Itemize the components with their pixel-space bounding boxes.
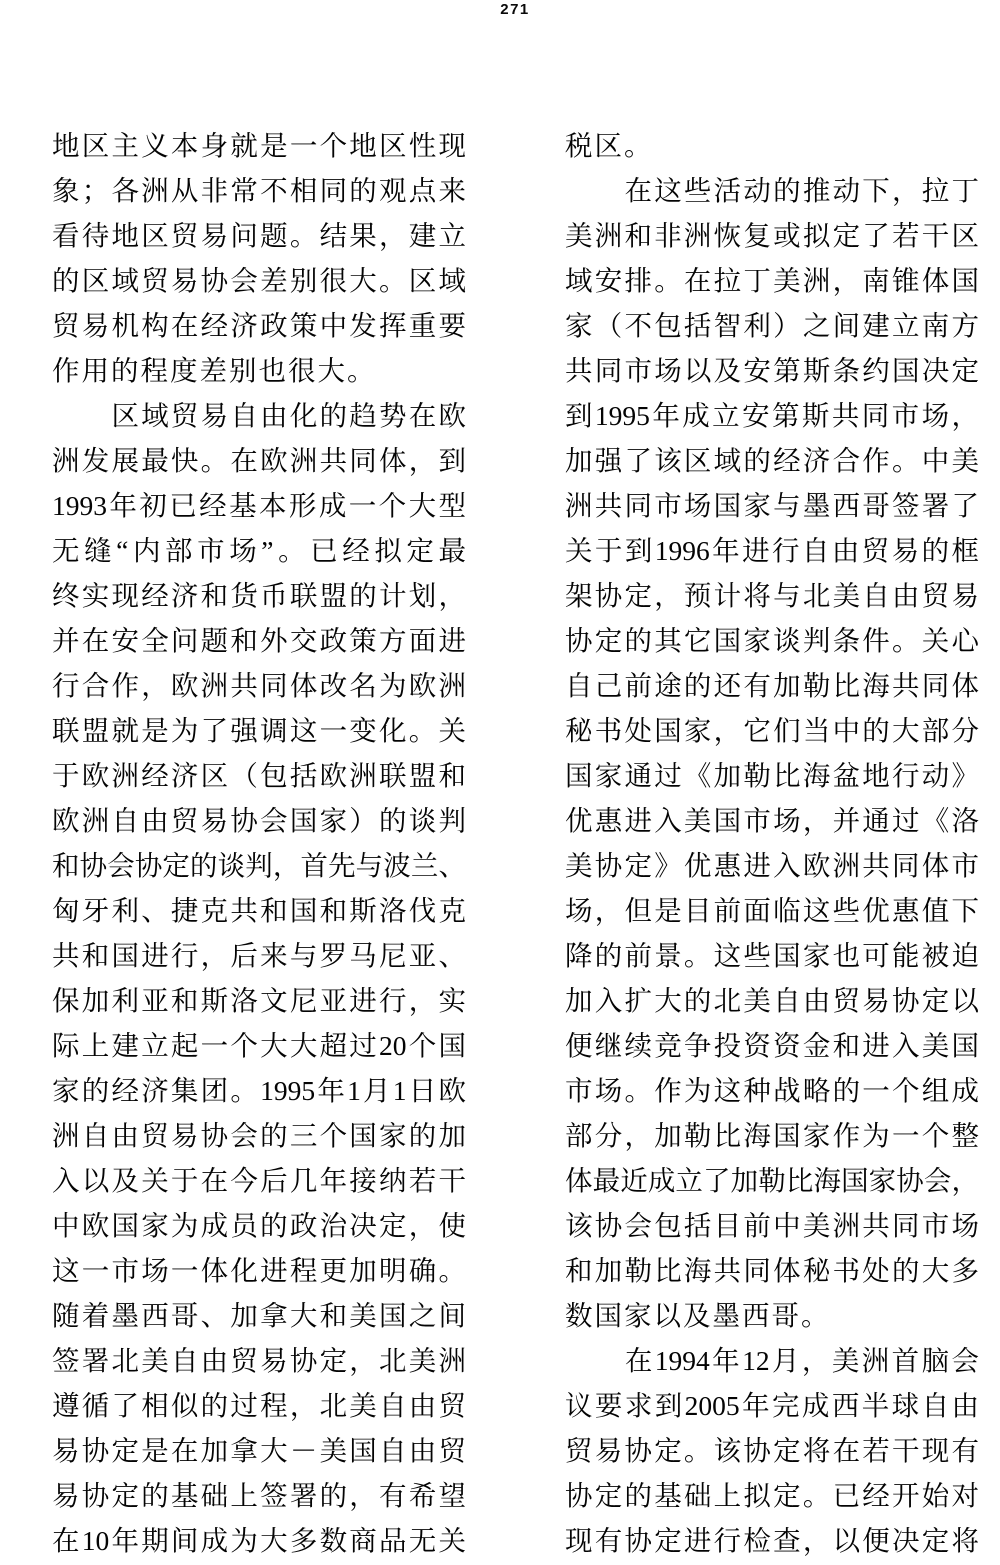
- text-line: 入以及关于在今后几年接纳若干: [52, 1165, 466, 1196]
- text-line: 际上建立起一个大大超过20个国: [52, 1030, 466, 1061]
- text-line: 加入扩大的北美自由贸易协定以: [565, 985, 979, 1016]
- text-line: 这一市场一体化进程更加明确。: [52, 1255, 466, 1286]
- text-line: 看待地区贸易问题。结果，建立: [52, 220, 466, 251]
- text-line: 议要求到2005年完成西半球自由: [565, 1390, 979, 1421]
- text-line: 自己前途的还有加勒比海共同体: [565, 670, 979, 701]
- text-line: 降的前景。这些国家也可能被迫: [565, 940, 979, 971]
- text-line: 美协定》优惠进入欧洲共同体市: [565, 850, 979, 881]
- page-number: 271: [500, 1, 530, 18]
- text-line: 部分，加勒比海国家作为一个整: [565, 1120, 979, 1151]
- text-line: 税区。: [565, 130, 654, 161]
- text-line: 共同市场以及安第斯条约国决定: [565, 355, 979, 386]
- text-line: 象；各洲从非常不相同的观点来: [52, 175, 466, 206]
- text-line: 地区主义本身就是一个地区性现: [52, 130, 466, 161]
- text-line: 并在安全问题和外交政策方面进: [52, 625, 466, 656]
- text-line: 匈牙利、捷克共和国和斯洛伐克: [52, 895, 466, 926]
- text-line: 贸易机构在经济政策中发挥重要: [52, 310, 466, 341]
- text-line: 架协定，预计将与北美自由贸易: [565, 580, 979, 611]
- text-line: 易协定是在加拿大－美国自由贸: [52, 1435, 466, 1466]
- text-line: 域安排。在拉丁美洲，南锥体国: [565, 265, 979, 296]
- text-line: 协定的其它国家谈判条件。关心: [565, 625, 979, 656]
- text-line: 协定的基础上拟定。已经开始对: [565, 1480, 979, 1511]
- text-line: 于欧洲经济区（包括欧洲联盟和: [52, 760, 466, 791]
- text-line: 市场。作为这种战略的一个组成: [565, 1075, 979, 1106]
- text-line: 中欧国家为成员的政治决定，使: [52, 1210, 466, 1241]
- text-line: 签署北美自由贸易协定，北美洲: [52, 1345, 466, 1376]
- text-line: 欧洲自由贸易协会国家）的谈判: [52, 805, 466, 836]
- text-line: 和加勒比海共同体秘书处的大多: [565, 1255, 979, 1286]
- text-line: 在1994年12月，美洲首脑会: [565, 1345, 979, 1376]
- text-line: 无缝“内部市场”。已经拟定最: [52, 535, 466, 566]
- text-line: 随着墨西哥、加拿大和美国之间: [52, 1300, 466, 1331]
- text-column-right: [565, 123, 979, 1563]
- text-line: 场，但是目前面临这些优惠值下: [565, 895, 979, 926]
- text-line: 保加利亚和斯洛文尼亚进行，实: [52, 985, 466, 1016]
- text-line: 该协会包括目前中美洲共同市场: [565, 1210, 979, 1241]
- text-line: 数国家以及墨西哥。: [565, 1300, 831, 1331]
- text-line: 行合作，欧洲共同体改名为欧洲: [52, 670, 466, 701]
- text-line: 国家通过《加勒比海盆地行动》: [565, 760, 979, 791]
- text-line: 在10年期间成为大多数商品无关: [52, 1525, 466, 1556]
- text-line: 到1995年成立安第斯共同市场，: [565, 400, 979, 431]
- text-line: 秘书处国家，它们当中的大部分: [565, 715, 979, 746]
- text-column-left: [52, 123, 466, 1563]
- text-line: 遵循了相似的过程，北美自由贸: [52, 1390, 466, 1421]
- text-line: 作用的程度差别也很大。: [52, 355, 377, 386]
- text-line: 美洲和非洲恢复或拟定了若干区: [565, 220, 979, 251]
- text-line: 贸易协定。该协定将在若干现有: [565, 1435, 979, 1466]
- text-line: 区域贸易自由化的趋势在欧: [52, 400, 466, 431]
- text-line: 体最近成立了加勒比海国家协会，: [565, 1165, 979, 1196]
- text-line: 关于到1996年进行自由贸易的框: [565, 535, 979, 566]
- text-line: 便继续竞争投资资金和进入美国: [565, 1030, 979, 1061]
- text-line: 家的经济集团。1995年1月1日欧: [52, 1075, 466, 1106]
- text-line: 易协定的基础上签署的，有希望: [52, 1480, 466, 1511]
- text-line: 洲发展最快。在欧洲共同体，到: [52, 445, 466, 476]
- text-line: 终实现经济和货币联盟的计划，: [52, 580, 466, 611]
- text-line: 洲共同市场国家与墨西哥签署了: [565, 490, 979, 521]
- text-line: 优惠进入美国市场，并通过《洛: [565, 805, 979, 836]
- text-line: 洲自由贸易协会的三个国家的加: [52, 1120, 466, 1151]
- text-line: 1993年初已经基本形成一个大型: [52, 490, 466, 521]
- text-line: 联盟就是为了强调这一变化。关: [52, 715, 466, 746]
- text-line: 加强了该区域的经济合作。中美: [565, 445, 979, 476]
- text-line: 家（不包括智利）之间建立南方: [565, 310, 979, 341]
- text-line: 的区域贸易协会差别很大。区域: [52, 265, 466, 296]
- text-line: 共和国进行，后来与罗马尼亚、: [52, 940, 466, 971]
- text-line: 和协会协定的谈判，首先与波兰、: [52, 850, 466, 881]
- text-line: 现有协定进行检查，以便决定将: [565, 1525, 979, 1556]
- text-line: 在这些活动的推动下，拉丁: [565, 175, 979, 206]
